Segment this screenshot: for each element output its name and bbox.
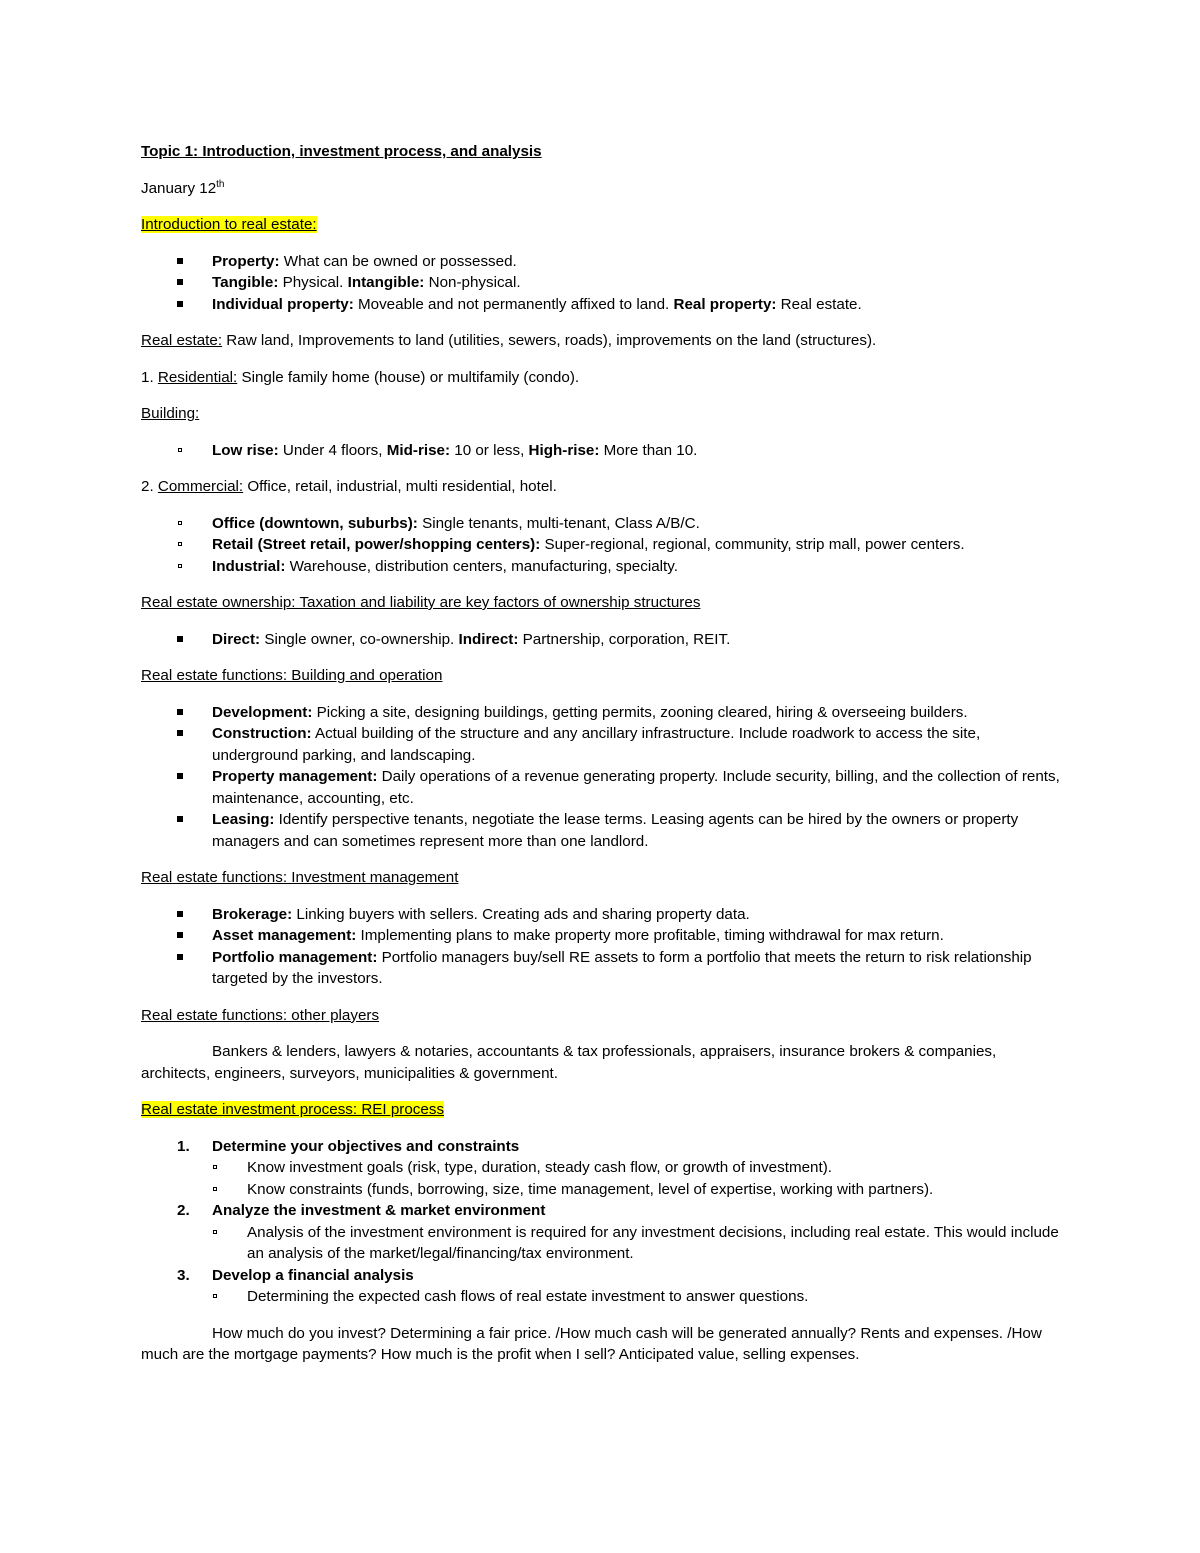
section-label: Residential: (157, 368, 238, 386)
list-item: Determining the expected cash flows of real estate investment to answer questions. (212, 1286, 1061, 1308)
definition-label: Real estate: (141, 332, 223, 349)
term: Intangible: (347, 274, 425, 291)
building-ops-list (141, 702, 1061, 853)
rei-step (141, 1200, 1061, 1265)
description: Implementing plans to make property more profitable, timing withdrawal for max return. (356, 927, 944, 944)
description: Linking buyers with sellers. Creating ads and sharing property data. (292, 905, 750, 923)
term: Mid-rise: (386, 441, 451, 459)
list-item: Know constraints (funds, borrowing, size, time management, level of expertise, working with partners). (212, 1179, 1061, 1201)
description: Non-physical. (424, 274, 521, 291)
other-players-heading: Real estate functions: other players (141, 1006, 380, 1024)
list-item: Analysis of the investment environment is required for any investment decisions, including real estate. This would include an analysis of the market/legal/financing/tax environment. (212, 1222, 1061, 1265)
term: Property: (212, 252, 280, 270)
section-text: Single family home (house) or multifamily (condo). (237, 368, 580, 386)
step-sublist (212, 1222, 1061, 1265)
commercial-list (141, 513, 1061, 578)
list-item (141, 629, 1061, 651)
building-list (141, 440, 1061, 462)
description: Super-regional, regional, community, strip mall, power centers. (540, 536, 965, 553)
ownership-heading: Real estate ownership: Taxation and liability are key factors of ownership structures (141, 594, 701, 611)
step-sublist (212, 1286, 1061, 1308)
description: Actual building of the structure and any ancillary infrastructure. Include roadwork to access the site, underground parking, and landscaping. (212, 725, 981, 764)
list-item (141, 904, 1061, 926)
term: Retail (Street retail, power/shopping centers): (212, 536, 541, 553)
intro-heading-line (141, 214, 1061, 236)
intro-list (141, 251, 1061, 316)
term: Direct: (212, 630, 261, 648)
ownership-list (141, 629, 1061, 651)
term: Indirect: (458, 630, 519, 648)
term: Development: (212, 703, 313, 721)
closing-questions: How much do you invest? Determining a fair price. /How much cash will be generated annually? Rents and expenses. /How much are the mortgage payments? How much is the profit when I sell? Anticipated value, selling expenses. (141, 1324, 1042, 1363)
intro-heading: Introduction to real estate: (141, 216, 317, 233)
rei-step (141, 1265, 1061, 1308)
list-item (141, 251, 1061, 273)
step-sublist (212, 1157, 1061, 1200)
residential-line (141, 367, 1061, 389)
list-item (141, 947, 1061, 990)
step-number: 1. (177, 1137, 190, 1155)
definition-text: Raw land, Improvements to land (utilities, sewers, roads), improvements on the land (structures). (222, 332, 877, 349)
term: Brokerage: (212, 905, 293, 923)
real-estate-definition (141, 330, 1061, 352)
description: What can be owned or possessed. (279, 252, 517, 270)
rei-steps-list (141, 1136, 1061, 1308)
date-suffix: th (216, 178, 225, 190)
list-item (141, 440, 1061, 462)
term: Real property: (673, 295, 777, 313)
description: Real estate. (776, 295, 862, 313)
term: Individual property: (212, 295, 354, 313)
page-title: Topic 1: Introduction, investment process, and analysis (141, 143, 542, 160)
list-item (141, 702, 1061, 724)
invest-mgmt-heading: Real estate functions: Investment management (141, 869, 459, 886)
list-item (141, 294, 1061, 316)
document-page (141, 141, 1061, 1366)
description: Single owner, co-ownership. (260, 630, 459, 648)
rei-heading: Real estate investment process: REI process (141, 1101, 445, 1118)
list-item (141, 723, 1061, 766)
description: Daily operations of a revenue generating property. Include security, billing, and the collection of rents, maintenance, accounting, etc. (212, 768, 1060, 807)
description: More than 10. (599, 441, 698, 459)
step-title: Analyze the investment & market environment (212, 1202, 546, 1219)
rei-heading-line (141, 1099, 1061, 1121)
term: Low rise: (212, 441, 279, 459)
building-heading: Building: (141, 405, 200, 422)
term: Property management: (212, 768, 378, 785)
term: Industrial: (212, 557, 286, 575)
list-item: Know investment goals (risk, type, duration, steady cash flow, or growth of investment). (212, 1157, 1061, 1179)
section-label: Commercial: (157, 478, 244, 495)
list-item (141, 925, 1061, 947)
description: Moveable and not permanently affixed to land. (353, 295, 674, 313)
invest-mgmt-list (141, 904, 1061, 990)
step-title: Develop a financial analysis (212, 1266, 414, 1284)
section-text: Office, retail, industrial, multi residential, hotel. (243, 478, 557, 495)
section-number: 1. (141, 368, 158, 386)
term: Tangible: (212, 274, 279, 291)
date-line (141, 178, 1061, 200)
list-item (141, 556, 1061, 578)
description: Picking a site, designing buildings, getting permits, zooning cleared, hiring & overseeing builders. (312, 703, 968, 721)
term: Asset management: (212, 927, 357, 944)
term: Leasing: (212, 811, 275, 828)
list-item (141, 513, 1061, 535)
description: Single tenants, multi-tenant, Class A/B/C. (417, 514, 700, 532)
term: Portfolio management: (212, 948, 378, 966)
other-players-heading-line (141, 1005, 1061, 1027)
description: Portfolio managers buy/sell RE assets to form a portfolio that meets the return to risk relationship targeted by the investors. (212, 948, 1032, 987)
section-number: 2. (141, 478, 158, 495)
building-ops-heading: Real estate functions: Building and operation (141, 667, 443, 684)
ownership-heading-line (141, 592, 1061, 614)
other-players-text: Bankers & lenders, lawyers & notaries, accountants & tax professionals, appraisers, insurance brokers & companies, architects, engineers, surveyors, municipalities & government. (141, 1043, 997, 1082)
building-ops-heading-line (141, 665, 1061, 687)
list-item (141, 534, 1061, 556)
date-text: January 12 (141, 179, 217, 197)
description: 10 or less, (450, 441, 529, 459)
step-title: Determine your objectives and constraints (212, 1137, 520, 1155)
commercial-line (141, 476, 1061, 498)
description: Under 4 floors, (278, 441, 387, 459)
term: Office (downtown, suburbs): (212, 514, 418, 532)
term: High-rise: (528, 441, 600, 459)
list-item (141, 272, 1061, 294)
rei-step (141, 1136, 1061, 1201)
description: Partnership, corporation, REIT. (518, 630, 731, 648)
description: Identify perspective tenants, negotiate the lease terms. Leasing agents can be hired by the owners or property managers and can sometimes represent more than one landlord. (212, 811, 1019, 850)
list-item (141, 809, 1061, 852)
description: Physical. (278, 274, 348, 291)
list-item (141, 766, 1061, 809)
term: Construction: (212, 725, 312, 742)
building-heading-line (141, 403, 1061, 425)
step-number: 2. (177, 1202, 190, 1219)
description: Warehouse, distribution centers, manufacturing, specialty. (285, 557, 678, 575)
invest-mgmt-heading-line (141, 867, 1061, 889)
step-number: 3. (177, 1266, 190, 1284)
